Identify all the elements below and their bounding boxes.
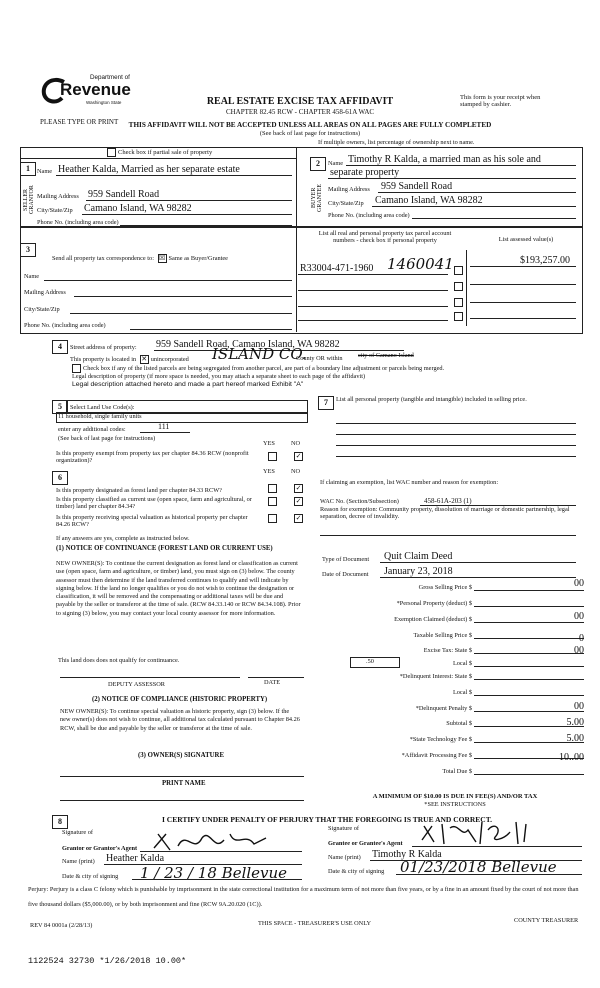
dept-line1: Department of <box>90 74 130 81</box>
minimum-due: A MINIMUM OF $10.00 IS DUE IN FEE(S) AND/OR TAX <box>372 793 538 800</box>
taxable-label: Taxable Selling Price $ <box>413 632 472 639</box>
located-in: This property is located in ✕ unincorporated <box>70 355 189 363</box>
buyer-city[interactable]: Camano Island, WA 98282 <box>375 195 483 206</box>
parcel-4-personal-checkbox[interactable] <box>454 312 463 321</box>
seller-name[interactable]: Heather Kalda, Married as her separate estate <box>58 164 240 175</box>
local-value[interactable]: 00 <box>574 645 584 656</box>
local-rate: .50 <box>366 658 374 665</box>
buyer-name-label: Name <box>328 160 344 167</box>
excise-state-label: Excise Tax: State $ <box>423 647 472 654</box>
current-use-question: Is this property classified as current use (open space, farm and agricultural, or timber) land per chapter 84.34? <box>56 496 252 510</box>
buyer-mail-label: Mailing Address <box>328 186 370 193</box>
wac-label: WAC No. (Section/Subsection) <box>320 498 399 505</box>
section-7-number: 7 <box>318 396 334 410</box>
s5-no: NO <box>291 440 301 447</box>
city-of: city of Camano Island <box>358 352 414 359</box>
form-chapter: CHAPTER 82.45 RCW - CHAPTER 458-61A WAC <box>225 108 375 116</box>
parcel-3-personal-checkbox[interactable] <box>454 298 463 307</box>
seller-tag: SELLER GRANTOR <box>23 185 35 215</box>
buyer-tag: BUYER GRANTEE <box>311 184 323 212</box>
historic-yes-checkbox[interactable] <box>268 514 277 523</box>
current-use-yes-checkbox[interactable] <box>268 497 277 506</box>
form-title: REAL ESTATE EXCISE TAX AFFIDAVIT <box>206 96 394 107</box>
grantee-name-label: Name (print) <box>328 854 361 861</box>
processing-fee-label: *Affidavit Processing Fee $ <box>401 752 472 759</box>
local-label: Local $ <box>452 660 472 667</box>
qualify-line: This land does does not qualify for continuance. <box>58 657 180 664</box>
additional-codes-label: enter any additional codes: <box>58 426 126 433</box>
dept-line3: Washington State <box>86 100 122 105</box>
tech-fee-value[interactable]: 5.00 <box>566 717 584 728</box>
section-6-number: 6 <box>52 471 68 485</box>
doc-date[interactable]: January 23, 2018 <box>384 566 453 577</box>
s6-yes: YES <box>263 468 275 475</box>
parcel-2-personal-checkbox[interactable] <box>454 282 463 291</box>
see-instructions: *SEE INSTRUCTIONS <box>424 801 486 808</box>
land-use-value[interactable]: 11 household, single family units <box>58 413 142 420</box>
section-1-number: 1 <box>20 162 36 176</box>
compliance-title: (2) NOTICE OF COMPLIANCE (HISTORIC PROPERTY) <box>92 696 268 703</box>
rev-number: REV 84 0001a (2/28/13) <box>30 922 93 929</box>
see-back: (See back of last page for instructions) <box>259 130 361 137</box>
grantee-date-label: Date & city of signing <box>328 868 385 875</box>
exemption-deduct-label: Exemption Claimed (deduct) $ <box>394 616 472 623</box>
grantor-signature <box>150 828 270 862</box>
s3-mail-label: Mailing Address <box>24 289 66 296</box>
personal-deduct-label: *Personal Property (deduct) $ <box>396 600 472 607</box>
subtotal-value[interactable]: 00 <box>574 701 584 712</box>
total-due-value[interactable]: 10..00 <box>559 752 584 763</box>
seller-mail-label: Mailing Address <box>37 193 79 200</box>
grantor-date-city[interactable]: 1 / 23 / 18 Bellevue <box>140 864 288 882</box>
treasurer-stamp: 1122524 32730 *1/26/2018 10.00* <box>28 956 187 966</box>
buyer-phone-label: Phone No. (including area code) <box>328 212 410 219</box>
grantee-agent-label: Grantee or Grantee's Agent <box>328 840 403 847</box>
street-label: Street address of property: <box>70 344 137 351</box>
print-name-label: PRINT NAME <box>162 780 206 787</box>
grantee-date-city[interactable]: 01/23/2018 Bellevue <box>400 858 557 876</box>
local2-label: Local $ <box>452 689 472 696</box>
exempt-yes-checkbox[interactable] <box>268 452 277 461</box>
total-due-label: Total Due $ <box>442 768 472 775</box>
s5-see-back: (See back of last page for instructions) <box>58 435 156 442</box>
gross-value[interactable]: 00 <box>574 578 584 589</box>
buyer-name-1[interactable]: Timothy R Kalda, a married man as his sole and <box>348 154 541 165</box>
seller-name-label: Name <box>37 168 53 175</box>
section-4-number: 4 <box>52 340 68 354</box>
processing-fee-value[interactable]: 5.00 <box>566 733 584 744</box>
parcel-header: List all real and personal property tax parcel account numbers - check box if personal property <box>318 230 452 244</box>
doc-date-label: Date of Document <box>322 571 369 578</box>
buyer-city-label: City/State/Zip <box>328 200 364 207</box>
grantee-sig-of: Signature of <box>328 825 359 832</box>
grantor-name-label: Name (print) <box>62 858 95 865</box>
gross-label: Gross Selling Price $ <box>418 584 472 591</box>
parcel-number-handwritten: 1460041 <box>387 255 454 273</box>
s3-phone-label: Phone No. (including area code) <box>24 322 106 329</box>
parcel-number[interactable]: R33004-471-1960 <box>300 263 374 274</box>
send-correspondence: Send all property tax correspondence to: ☒ Same as Buyer/Grantee <box>52 254 228 262</box>
owner-signature-label: (3) OWNER(S) SIGNATURE <box>138 752 224 759</box>
same-as-buyer-checkbox[interactable]: ☒ <box>158 254 166 262</box>
historic-no-checkbox[interactable]: ✓ <box>295 514 302 522</box>
exempt-no-checkbox[interactable]: ✓ <box>295 452 302 460</box>
land-use-label: Select Land Use Code(s): <box>70 404 135 411</box>
doc-type-label: Type of Document <box>322 556 370 563</box>
legal-desc[interactable]: Legal description attached hereto and made a part hereof marked Exhibit "A" <box>72 381 304 388</box>
buyer-mail[interactable]: 959 Sandell Road <box>381 181 453 192</box>
treasurer-space: THIS SPACE - TREASURER'S USE ONLY <box>258 920 371 927</box>
exemption-label: If claiming an exemption, list WAC number and reason for exemption: <box>320 479 499 486</box>
grantor-agent-label: Grantor or Grantor's Agent <box>62 845 138 852</box>
county-handwritten: ISLAND CO. <box>212 345 307 363</box>
deputy-assessor: DEPUTY ASSESSOR <box>108 681 165 688</box>
parcel-1-personal-checkbox[interactable] <box>454 266 463 275</box>
forest-question: Is this property designated as forest land per chapter 84.33 RCW? <box>56 487 222 494</box>
assessed-header: List assessed value(s) <box>498 236 554 243</box>
boundary-checkbox[interactable] <box>72 364 81 373</box>
grantor-sig-of: Signature of <box>62 829 93 836</box>
delinquent-penalty-label: *Delinquent Penalty $ <box>415 705 472 712</box>
additional-codes[interactable]: 111 <box>158 422 170 431</box>
deputy-date: DATE <box>264 679 281 686</box>
county-treasurer: COUNTY TREASURER <box>514 917 579 924</box>
section-5-number: 5 <box>52 400 68 414</box>
seller-city-label: City/State/Zip <box>37 207 73 214</box>
section-3-number: 3 <box>20 243 36 257</box>
grantor-date-label: Date & city of signing <box>62 873 119 880</box>
section-8-number: 8 <box>52 815 68 829</box>
partial-sale: Check box if partial sale of property <box>105 148 212 157</box>
boundary-note: Check box if any of the listed parcels are being segregated from another parcel, are part of a boundary line adjustment or parcels being merged. <box>70 364 570 373</box>
delinquent-interest-label: *Delinquent Interest: State $ <box>399 673 472 680</box>
multiple-owners: If multiple owners, list percentage of ownership next to name. <box>318 139 475 146</box>
receipt-note: This form is your receipt when stamped by cashier. <box>460 94 541 108</box>
buyer-name-2[interactable]: separate property <box>330 167 400 178</box>
seller-city[interactable]: Camano Island, WA 98282 <box>84 203 192 214</box>
s6-no: NO <box>291 468 301 475</box>
grantee-signature-scribble-icon <box>418 818 548 848</box>
grantee-name[interactable]: Timothy R Kalda <box>372 849 442 860</box>
exemption-reason[interactable]: Reason for exemption: Community property, dissolution of marriage or domestic partnership, legal separation, decree of invalidity. <box>320 506 570 520</box>
tech-fee-label: *State Technology Fee $ <box>409 736 472 743</box>
seller-phone-label: Phone No. (including area code) <box>37 219 119 226</box>
if-yes-note: If any answers are yes, complete as instructed below. <box>56 535 190 542</box>
excise-state-value[interactable]: 0 <box>579 633 584 644</box>
exemption-value[interactable]: 00 <box>574 611 584 622</box>
doc-type[interactable]: Quit Claim Deed <box>384 551 453 562</box>
section-2-number: 2 <box>310 157 326 171</box>
warning: THIS AFFIDAVIT WILL NOT BE ACCEPTED UNLESS ALL AREAS ON ALL PAGES ARE FULLY COMPLETED <box>128 121 492 129</box>
s5-yes: YES <box>263 440 275 447</box>
s3-city-label: City/State/Zip <box>24 306 60 313</box>
current-use-no-checkbox[interactable]: ✓ <box>295 497 302 505</box>
dor-logo <box>40 74 130 110</box>
wac-number[interactable]: 458-61A-203 (1) <box>424 497 472 505</box>
continuance-title: (1) NOTICE OF CONTINUANCE (FOREST LAND OR CURRENT USE) <box>56 545 273 552</box>
compliance-text: NEW OWNER(S): To continue special valuation as historic property, sign (3) below. If the new owner(s) does not wish to continue, all additional tax calculated pursuant to Chapter 84.26 RCW, shall be due and payable by the seller or transferor at the time of sale. <box>60 708 300 732</box>
continuance-text: NEW OWNER(S): To continue the current designation as forest land or classification as current use (open space, farm and agriculture, or timber) land, you must sign on (3) below. The county assessor must then determine if the land transferred continues to qualify and will indicate by signing below. If the land no longer qualifies or you do not wish to continue the designation or classification, it will be removed and the compensating or additional taxes will be due and payable by the seller or transferor at the time of sale. (RCW 84.33.140 or RCW 84.34.108). Prior to signing (3) below, you may contact your local county assessor for more information. <box>56 560 301 617</box>
forest-no-checkbox[interactable]: ✓ <box>295 484 302 492</box>
assessed-value[interactable]: $193,257.00 <box>520 255 570 266</box>
s3-name-label: Name <box>24 273 40 280</box>
historic-question: Is this property receiving special valuation as historical property per chapter 84.26 RCW? <box>56 514 248 528</box>
please-type: PLEASE TYPE OR PRINT <box>40 118 119 126</box>
perjury-statement: Perjury: Perjury is a class C felony which is punishable by imprisonment in the state correctional institution for a maximum term of not more than five years, or by a fine in an amount fixed by the court of not more than five thousand dollars ($5,000.00), or by both imprisonment and fine (RCW 9A.20.020 (1C)). <box>28 886 579 908</box>
street-address[interactable]: 959 Sandell Road, Camano Island, WA 98282 <box>156 339 340 350</box>
county-label: County OR within <box>296 355 343 362</box>
subtotal-label: Subtotal $ <box>446 720 472 727</box>
certify-statement: I CERTIFY UNDER PENALTY OF PERJURY THAT THE FOREGOING IS TRUE AND CORRECT. <box>162 815 493 824</box>
dept-line2: Revenue <box>60 80 131 99</box>
legal-desc-label: Legal description of property (if more space is needed, you may attach a separate sheet to each page of the affidavit) <box>72 373 366 380</box>
seller-mail[interactable]: 959 Sandell Road <box>88 189 160 200</box>
personal-property-label: List all personal property (tangible and intangible) included in selling price. <box>336 396 527 403</box>
forest-yes-checkbox[interactable] <box>268 484 277 493</box>
grantor-name[interactable]: Heather Kalda <box>106 853 165 864</box>
exempt-question: Is this property exempt from property tax per chapter 84.36 RCW (nonprofit organization)? <box>56 450 249 464</box>
